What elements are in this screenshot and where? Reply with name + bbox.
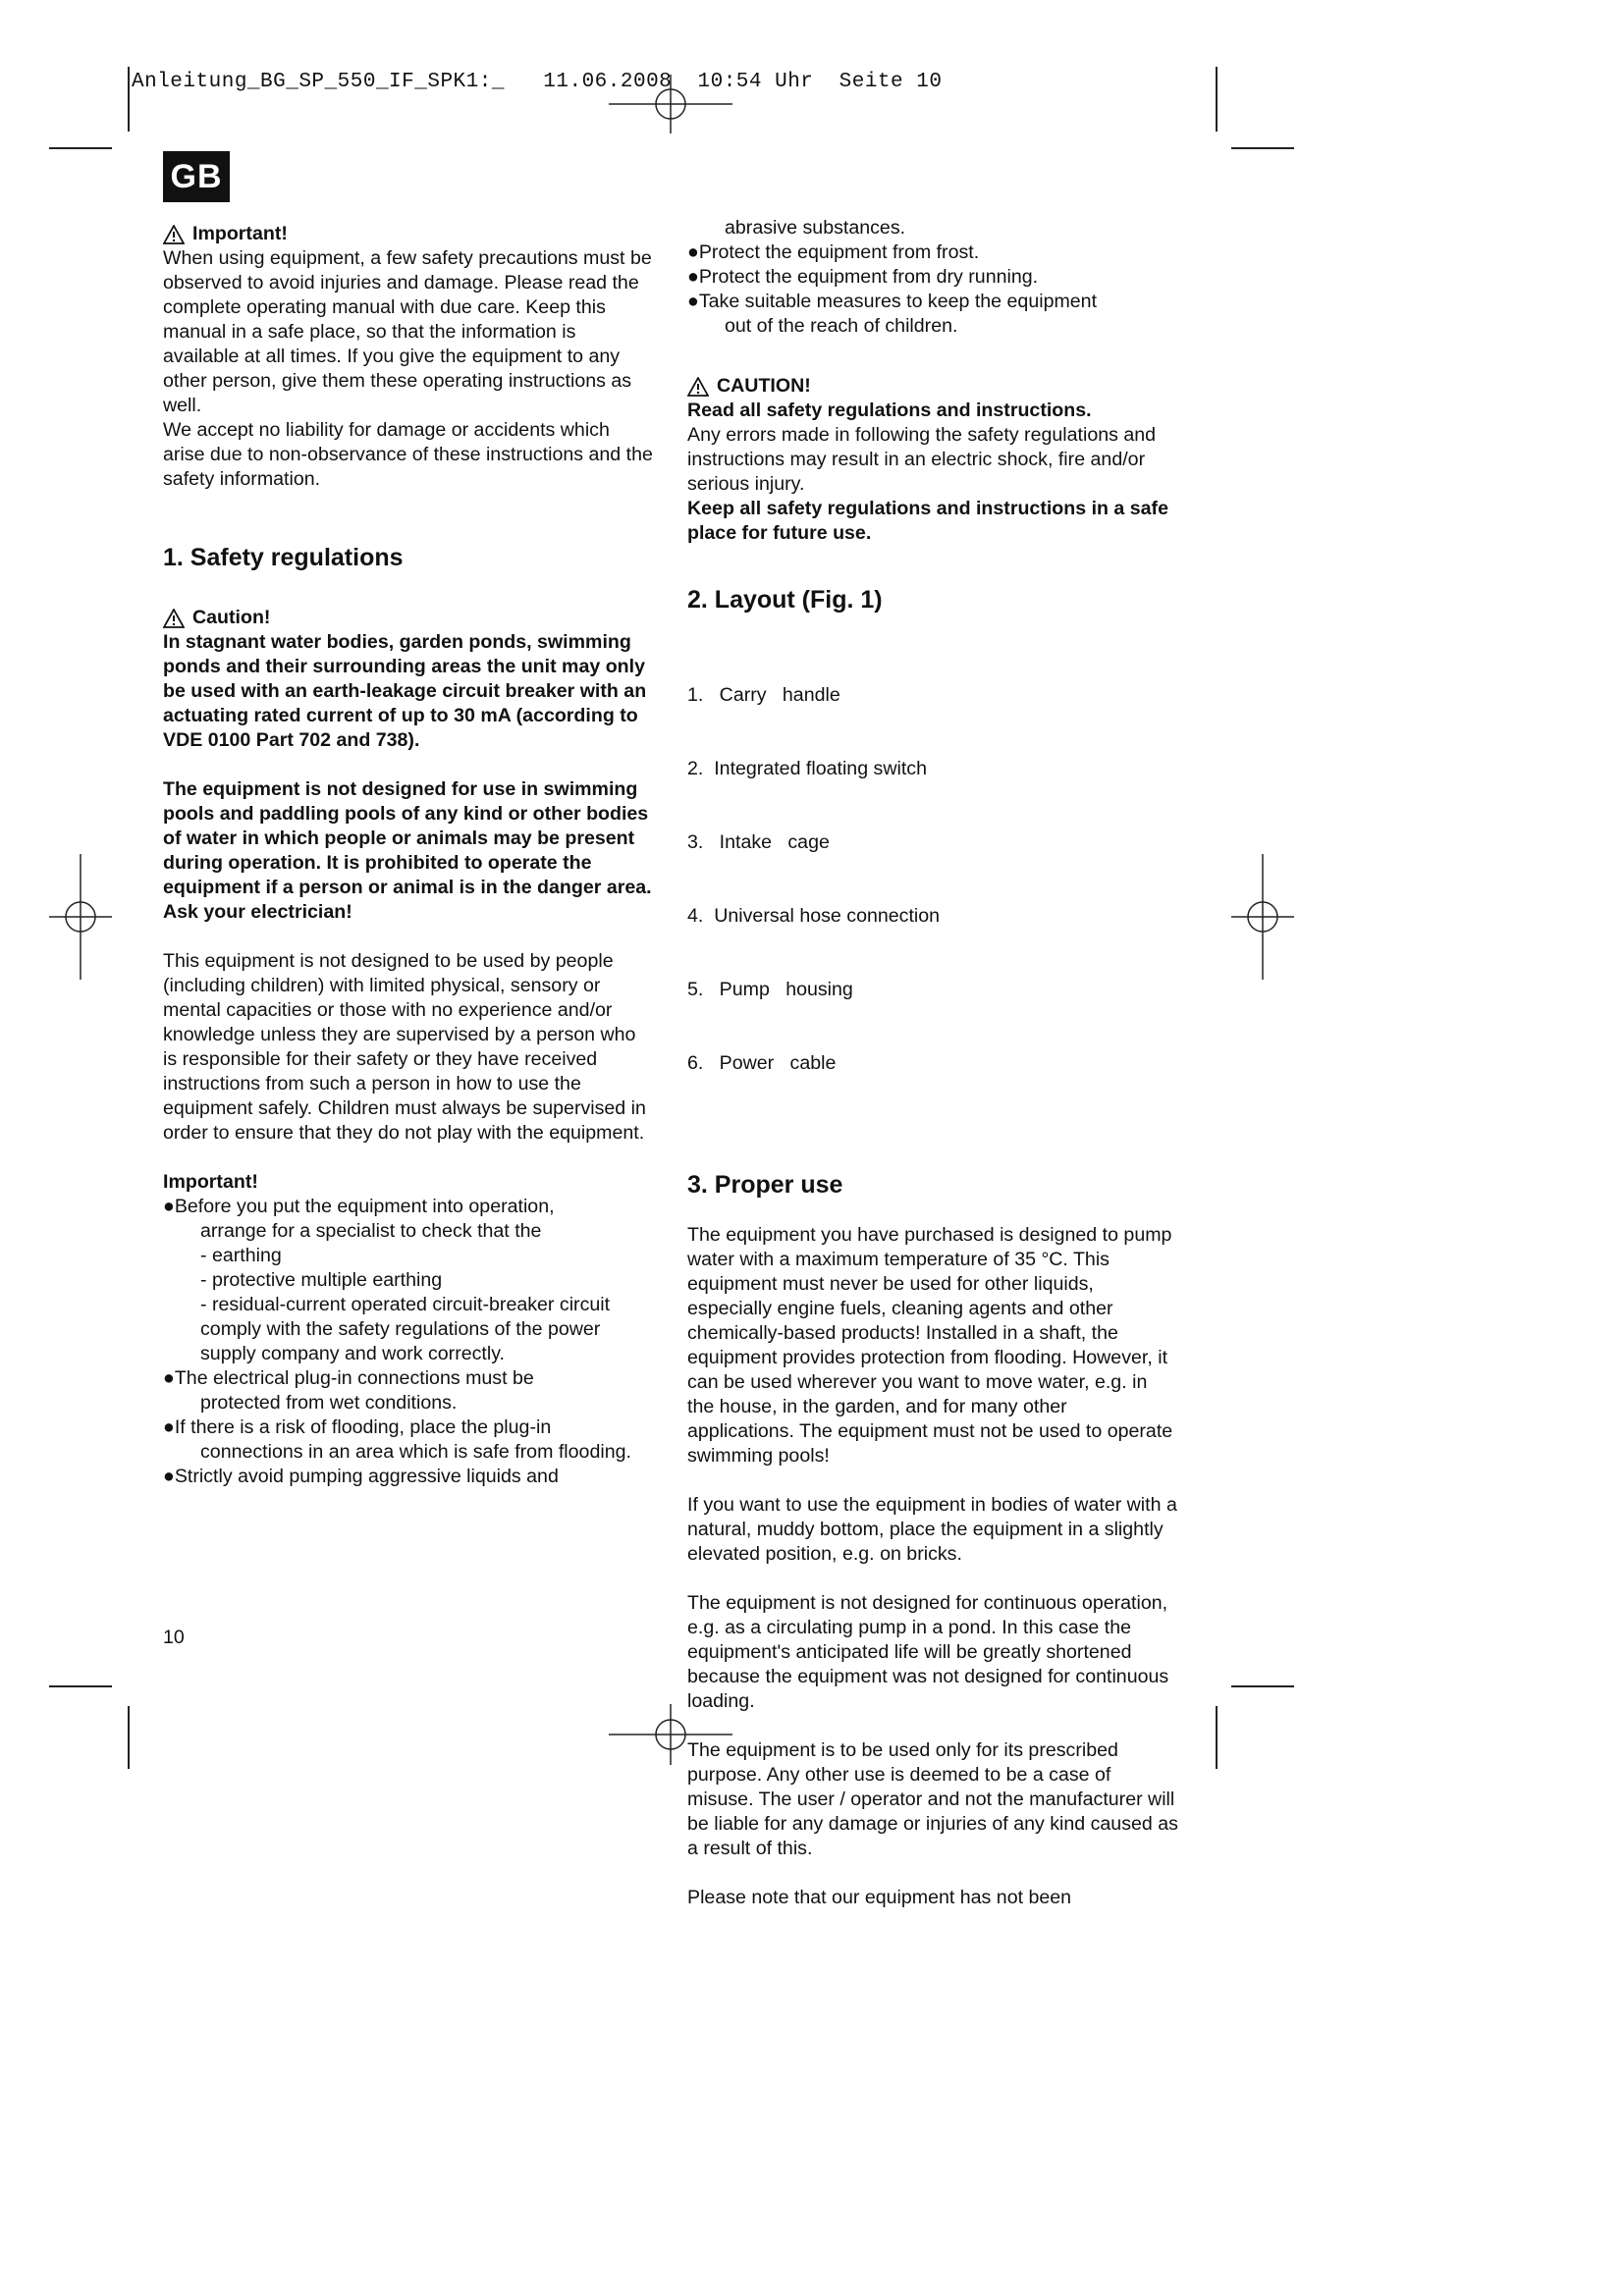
layout-item: 5. Pump housing	[687, 979, 853, 1000]
page-number: 10	[163, 1627, 185, 1648]
sub-item: - residual-current operated circuit-breaker circuit comply with the safety regulations of the power supply company and work correctly.	[200, 1294, 611, 1364]
language-badge: GB	[163, 151, 230, 202]
bullet-icon: ●	[163, 1196, 175, 1217]
registration-mark-top-icon	[609, 75, 732, 133]
proper-use-paragraph: The equipment you have purchased is designed to pump water with a maximum temperature of 35 °C. This equipment must never be used for other liquids, especially engine fuels, cleaning agents and other chemically-based products! Installed in a shaft, the equipment provides protection from flooding. However, it can be used wherever you want to move water, e.g. in the house, in the garden, and for many other applications. The equipment must not be used to operate swimming pools!	[687, 1224, 1173, 1467]
crop-mark-bl-h	[49, 1685, 112, 1687]
bullet-continuation: arrange for a specialist to check that the	[200, 1220, 542, 1242]
proper-use-paragraph: The equipment is not designed for continuous operation, e.g. as a circulating pump in a pond. In this case the equipment's anticipated life will be greatly shortened because the equipment was not designed for continuous loading.	[687, 1592, 1169, 1712]
crop-mark-bl-v	[128, 1706, 130, 1769]
layout-item: 6. Power cable	[687, 1052, 837, 1074]
caution-heading: Caution!	[163, 606, 654, 630]
proper-use-paragraph: The equipment is to be used only for its prescribed purpose. Any other use is deemed to be a case of misuse. The user / operator and not the manufacturer will be liable for any damage or injuries of any kind caused as a result of this.	[687, 1739, 1178, 1859]
caution-heading: CAUTION!	[687, 374, 1178, 399]
layout-item: 3. Intake cage	[687, 831, 830, 853]
warning-triangle-icon	[687, 377, 709, 397]
bullet-icon: ●	[163, 1367, 175, 1389]
bullet-icon: ●	[687, 241, 699, 263]
bullet-icon: ●	[687, 266, 699, 288]
caution-text: Any errors made in following the safety regulations and instructions may result in an electric shock, fire and/or serious injury.	[687, 424, 1157, 495]
important-subheading: Important!	[163, 1171, 258, 1193]
liability-paragraph: We accept no liability for damage or accidents which arise due to non-observance of these instructions and the safety information.	[163, 419, 653, 490]
layout-item: 2. Integrated floating switch	[687, 758, 927, 779]
left-column	[163, 222, 654, 1489]
caution-swimming-pools: The equipment is not designed for use in swimming pools and paddling pools of any kind or other bodies of water in which people or animals may be present during operation. It is prohibited to operate the equipment if a person or animal is in the danger area. Ask your electrician!	[163, 778, 652, 923]
bullet-item: ●Before you put the equipment into operation,	[163, 1196, 555, 1217]
warning-triangle-icon	[163, 225, 185, 244]
registration-mark-right-icon	[1231, 854, 1294, 980]
warning-triangle-icon	[163, 609, 185, 628]
layout-item: 1. Carry handle	[687, 684, 840, 706]
bullet-icon: ●	[163, 1416, 175, 1438]
layout-item: 4. Universal hose connection	[687, 905, 941, 927]
caution-read-all: Read all safety regulations and instructions.	[687, 400, 1092, 421]
sub-item: - earthing	[200, 1245, 282, 1266]
caution-earth-leakage: In stagnant water bodies, garden ponds, swimming ponds and their surrounding areas the unit may only be used with an earth-leakage circuit breaker with an actuating rated current of up to 30 mA (according to VDE 0100 Part 702 and 738).	[163, 631, 647, 751]
section-heading-proper-use: 3. Proper use	[687, 1171, 843, 1199]
crop-mark-tr-h	[1231, 147, 1294, 149]
bullet-continuation: out of the reach of children.	[725, 315, 958, 337]
important-heading: Important!	[163, 222, 654, 246]
bullet-item: ●Protect the equipment from frost.	[687, 241, 980, 263]
bullet-continuation: connections in an area which is safe from flooding.	[200, 1441, 631, 1463]
print-slug: Anleitung_BG_SP_550_IF_SPK1:_ 11.06.2008 10:54 Uhr Seite 10	[132, 71, 943, 93]
proper-use-paragraph: Please note that our equipment has not been	[687, 1887, 1072, 1908]
caution-keep-safe: Keep all safety regulations and instructions in a safe place for future use.	[687, 498, 1168, 544]
bullet-continuation: protected from wet conditions.	[200, 1392, 458, 1414]
crop-mark-tr-v	[1216, 67, 1218, 132]
layout-list	[687, 634, 1178, 1125]
bullet-icon: ●	[163, 1466, 175, 1487]
registration-mark-left-icon	[49, 854, 112, 980]
bullet-item: ●The electrical plug-in connections must be	[163, 1367, 534, 1389]
sub-item: - protective multiple earthing	[200, 1269, 443, 1291]
bullet-item: ●Strictly avoid pumping aggressive liquids and	[163, 1466, 559, 1487]
section-heading-safety: 1. Safety regulations	[163, 544, 404, 571]
people-paragraph: This equipment is not designed to be used by people (including children) with limited physical, sensory or mental capacities or those with no experience and/or knowledge unless they are supervised by a person who is responsible for their safety or they have received instructions from such a person in how to use the equipment safely. Children must always be supervised in order to ensure that they do not play with the equipment.	[163, 950, 646, 1144]
bullet-item: ●If there is a risk of flooding, place the plug-in	[163, 1416, 552, 1438]
bullet-icon: ●	[687, 291, 699, 312]
proper-use-paragraph: If you want to use the equipment in bodies of water with a natural, muddy bottom, place the equipment in a slightly elevated position, e.g. on bricks.	[687, 1494, 1177, 1565]
crop-mark-tl-v	[128, 67, 130, 132]
right-column	[687, 216, 1178, 1910]
bullet-item: ●Take suitable measures to keep the equipment	[687, 291, 1098, 312]
section-heading-layout: 2. Layout (Fig. 1)	[687, 586, 883, 614]
continuation-text: abrasive substances.	[725, 217, 906, 239]
crop-mark-tl-h	[49, 147, 112, 149]
bullet-item: ●Protect the equipment from dry running.	[687, 266, 1039, 288]
crop-mark-br-v	[1216, 1706, 1218, 1769]
intro-paragraph: When using equipment, a few safety precautions must be observed to avoid injuries and damage. Please read the complete operating manual with due care. Keep this manual in a safe place, so that the information is available at all times. If you give the equipment to any other person, give them these operating instructions as well.	[163, 247, 652, 416]
crop-mark-br-h	[1231, 1685, 1294, 1687]
